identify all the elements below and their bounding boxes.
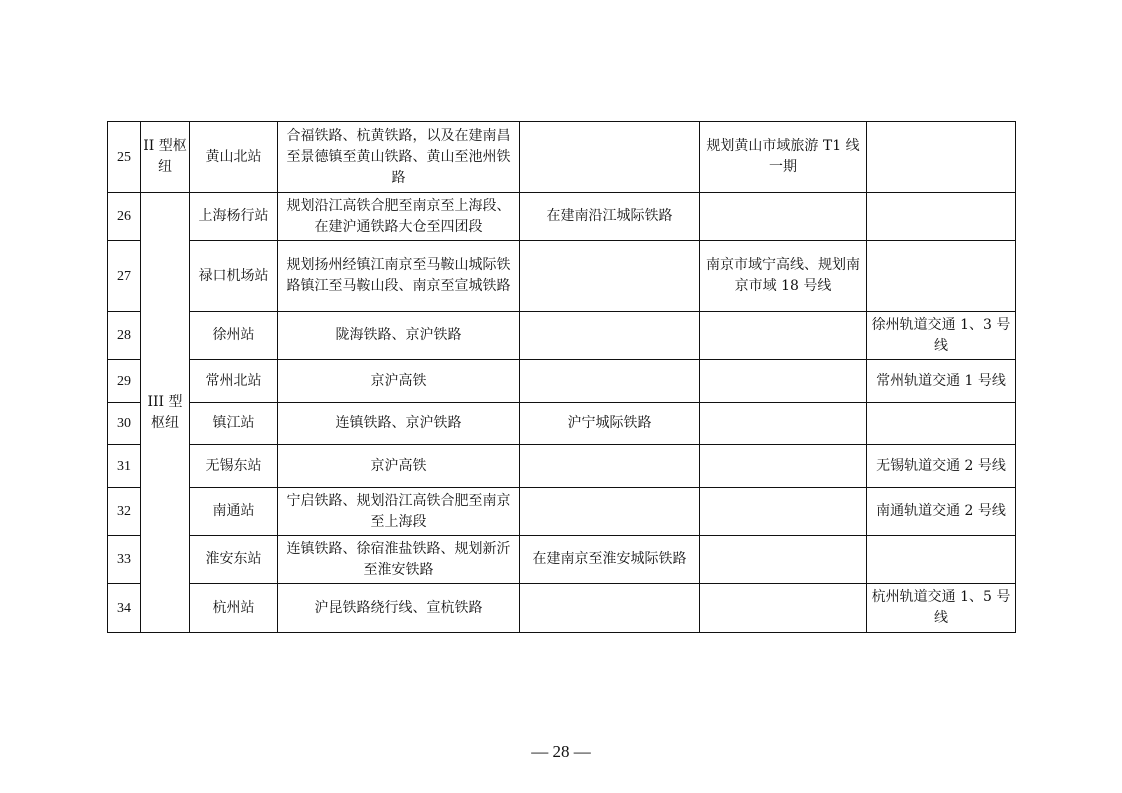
intercity-cell: 在建南沿江城际铁路 bbox=[520, 193, 700, 241]
row-number: 25 bbox=[108, 122, 141, 193]
urban-rail-cell: 南京市域宁高线、规划南京市域 18 号线 bbox=[700, 241, 867, 312]
page-number: — 28 — bbox=[531, 742, 591, 761]
metro-cell: 无锡轨道交通 2 号线 bbox=[867, 445, 1016, 488]
intercity-cell bbox=[520, 488, 700, 536]
table-row bbox=[108, 445, 1016, 488]
metro-cell bbox=[867, 241, 1016, 312]
metro-cell: 徐州轨道交通 1、3 号线 bbox=[867, 312, 1016, 360]
metro-cell: 南通轨道交通 2 号线 bbox=[867, 488, 1016, 536]
hub-name: 常州北站 bbox=[190, 360, 278, 403]
metro-cell bbox=[867, 536, 1016, 584]
hub-name: 徐州站 bbox=[190, 312, 278, 360]
row-number: 27 bbox=[108, 241, 141, 312]
hub-type: III 型枢纽 bbox=[141, 193, 190, 633]
intercity-cell bbox=[520, 445, 700, 488]
railways-cell: 合福铁路、杭黄铁路，以及在建南昌至景德镇至黄山铁路、黄山至池州铁路 bbox=[278, 122, 520, 193]
urban-rail-cell bbox=[700, 584, 867, 633]
railways-cell: 规划沿江高铁合肥至南京至上海段、在建沪通铁路大仓至四团段 bbox=[278, 193, 520, 241]
intercity-cell: 在建南京至淮安城际铁路 bbox=[520, 536, 700, 584]
table-row bbox=[108, 536, 1016, 584]
intercity-cell: 沪宁城际铁路 bbox=[520, 403, 700, 445]
railways-cell: 连镇铁路、京沪铁路 bbox=[278, 403, 520, 445]
intercity-cell bbox=[520, 360, 700, 403]
railways-cell: 沪昆铁路绕行线、宣杭铁路 bbox=[278, 584, 520, 633]
row-number: 28 bbox=[108, 312, 141, 360]
hub-name: 淮安东站 bbox=[190, 536, 278, 584]
urban-rail-cell bbox=[700, 536, 867, 584]
metro-cell bbox=[867, 403, 1016, 445]
intercity-cell bbox=[520, 584, 700, 633]
intercity-cell bbox=[520, 312, 700, 360]
row-number: 29 bbox=[108, 360, 141, 403]
table-row bbox=[108, 584, 1016, 633]
hub-table bbox=[107, 121, 1016, 633]
urban-rail-cell bbox=[700, 360, 867, 403]
intercity-cell bbox=[520, 122, 700, 193]
metro-cell: 常州轨道交通 1 号线 bbox=[867, 360, 1016, 403]
urban-rail-cell bbox=[700, 403, 867, 445]
table-row bbox=[108, 312, 1016, 360]
row-number: 30 bbox=[108, 403, 141, 445]
urban-rail-cell: 规划黄山市域旅游 T1 线一期 bbox=[700, 122, 867, 193]
hub-type: II 型枢纽 bbox=[141, 122, 190, 193]
railways-cell: 规划扬州经镇江南京至马鞍山城际铁路镇江至马鞍山段、南京至宣城铁路 bbox=[278, 241, 520, 312]
metro-cell bbox=[867, 193, 1016, 241]
railways-cell: 陇海铁路、京沪铁路 bbox=[278, 312, 520, 360]
railways-cell: 宁启铁路、规划沿江高铁合肥至南京至上海段 bbox=[278, 488, 520, 536]
table-row bbox=[108, 488, 1016, 536]
urban-rail-cell bbox=[700, 193, 867, 241]
hub-name: 杭州站 bbox=[190, 584, 278, 633]
row-number: 33 bbox=[108, 536, 141, 584]
row-number: 26 bbox=[108, 193, 141, 241]
hub-name: 镇江站 bbox=[190, 403, 278, 445]
railways-cell: 连镇铁路、徐宿淮盐铁路、规划新沂至淮安铁路 bbox=[278, 536, 520, 584]
metro-cell bbox=[867, 122, 1016, 193]
hub-name: 无锡东站 bbox=[190, 445, 278, 488]
hub-name: 黄山北站 bbox=[190, 122, 278, 193]
hub-name: 上海杨行站 bbox=[190, 193, 278, 241]
hub-name: 禄口机场站 bbox=[190, 241, 278, 312]
urban-rail-cell bbox=[700, 312, 867, 360]
table-row bbox=[108, 241, 1016, 312]
row-number: 32 bbox=[108, 488, 141, 536]
railways-cell: 京沪高铁 bbox=[278, 360, 520, 403]
intercity-cell bbox=[520, 241, 700, 312]
railways-cell: 京沪高铁 bbox=[278, 445, 520, 488]
metro-cell: 杭州轨道交通 1、5 号线 bbox=[867, 584, 1016, 633]
table-row bbox=[108, 403, 1016, 445]
table-row bbox=[108, 122, 1016, 193]
urban-rail-cell bbox=[700, 445, 867, 488]
row-number: 34 bbox=[108, 584, 141, 633]
table-row bbox=[108, 360, 1016, 403]
table-row bbox=[108, 193, 1016, 241]
hub-name: 南通站 bbox=[190, 488, 278, 536]
row-number: 31 bbox=[108, 445, 141, 488]
urban-rail-cell bbox=[700, 488, 867, 536]
